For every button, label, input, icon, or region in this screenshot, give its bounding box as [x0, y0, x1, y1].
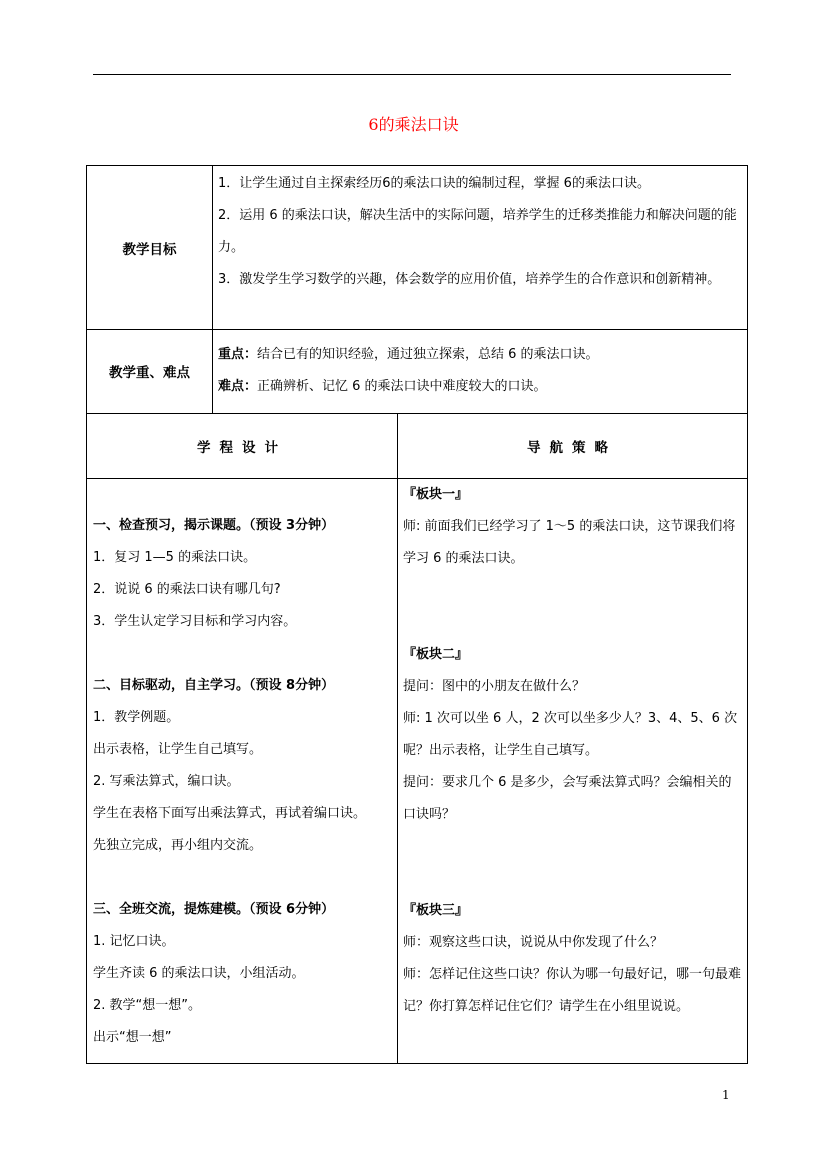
- design-column: [93, 510, 395, 1054]
- key-point-label: 重点：: [218, 347, 258, 362]
- objectives-label: 教学目标: [122, 241, 177, 258]
- difficult-point-label: 难点：: [218, 379, 258, 394]
- section-line: 2. 教学“想一想”。: [93, 998, 202, 1013]
- objectives-content: [218, 168, 743, 296]
- section-line: 1．复习 1—5 的乘法口诀。: [93, 550, 257, 565]
- block-line: 提问：要求几个 6 是多少，会写乘法算式吗？会编相关的口诀吗？: [403, 775, 732, 822]
- section-line: 先独立完成，再小组内交流。: [93, 838, 263, 853]
- key-points-content: [218, 339, 743, 403]
- column-divider: [212, 166, 213, 413]
- block-title: 『板块三』: [403, 903, 469, 918]
- section-line: 1．教学例题。: [93, 710, 180, 725]
- block-line: 师：怎样记住这些口诀？你认为哪一句最好记，哪一句最难记？你打算怎样记住它们？请学生在小组里说说。: [403, 967, 742, 1014]
- column-divider: [397, 413, 398, 1063]
- objective-item: 1．让学生通过自主探索经历6的乘法口诀的编制过程，掌握 6的乘法口诀。: [218, 176, 650, 191]
- section-line: 出示表格，让学生自己填写。: [93, 742, 263, 757]
- section-line: 学生齐读 6 的乘法口诀，小组活动。: [93, 966, 305, 981]
- section-line: 2．说说 6 的乘法口诀有哪几句?: [93, 582, 281, 597]
- section-line: 3．学生认定学习目标和学习内容。: [93, 614, 297, 629]
- block-line: 提问：图中的小朋友在做什么？: [403, 679, 586, 694]
- section-heading: 一、检查预习，揭示课题。（预设 3分钟）: [93, 518, 335, 533]
- section-line: 2. 写乘法算式，编口诀。: [93, 774, 240, 789]
- difficult-point-text: 正确辨析、记忆 6 的乘法口诀中难度较大的口诀。: [257, 379, 547, 394]
- block-title: 『板块二』: [403, 647, 469, 662]
- section-line: 1. 记忆口诀。: [93, 934, 175, 949]
- section-line: 学生在表格下面写出乘法算式，再试着编口诀。: [93, 806, 367, 821]
- objective-item: 2．运用 6 的乘法口诀，解决生活中的实际问题，培养学生的迁移类推能力和解决问题的能力。: [218, 208, 737, 255]
- column-header-design: 学程设计: [197, 439, 287, 456]
- objective-item: 3．激发学生学习数学的兴趣，体会数学的应用价值，培养学生的合作意识和创新精神。: [218, 272, 721, 287]
- column-header-strategy: 导航策略: [527, 439, 617, 456]
- strategy-column: [403, 479, 743, 1023]
- block-title: 『板块一』: [403, 487, 469, 502]
- header-rule: [93, 74, 731, 75]
- key-point-text: 结合已有的知识经验，通过独立探索，总结 6 的乘法口诀。: [257, 347, 599, 362]
- block-line: 师: 前面我们已经学习了 1～5 的乘法口诀，这节课我们将学习 6 的乘法口诀。: [403, 519, 736, 566]
- section-line: 出示“想一想”: [93, 1030, 172, 1045]
- key-points-label: 教学重、难点: [109, 365, 190, 381]
- page-number: 1: [722, 1088, 730, 1102]
- section-heading: 二、目标驱动，自主学习。（预设 8分钟）: [93, 678, 335, 693]
- section-heading: 三、全班交流，提炼建模。（预设 6分钟）: [93, 902, 335, 917]
- block-line: 师：观察这些口诀，说说从中你发现了什么？: [403, 935, 664, 950]
- block-line: 师: 1 次可以坐 6 人，2 次可以坐多少人？3、4、5、6 次呢？出示表格，让学生自己填写。: [403, 711, 738, 758]
- lesson-plan-table: [86, 165, 748, 1064]
- document-title: 6的乘法口诀: [368, 115, 459, 134]
